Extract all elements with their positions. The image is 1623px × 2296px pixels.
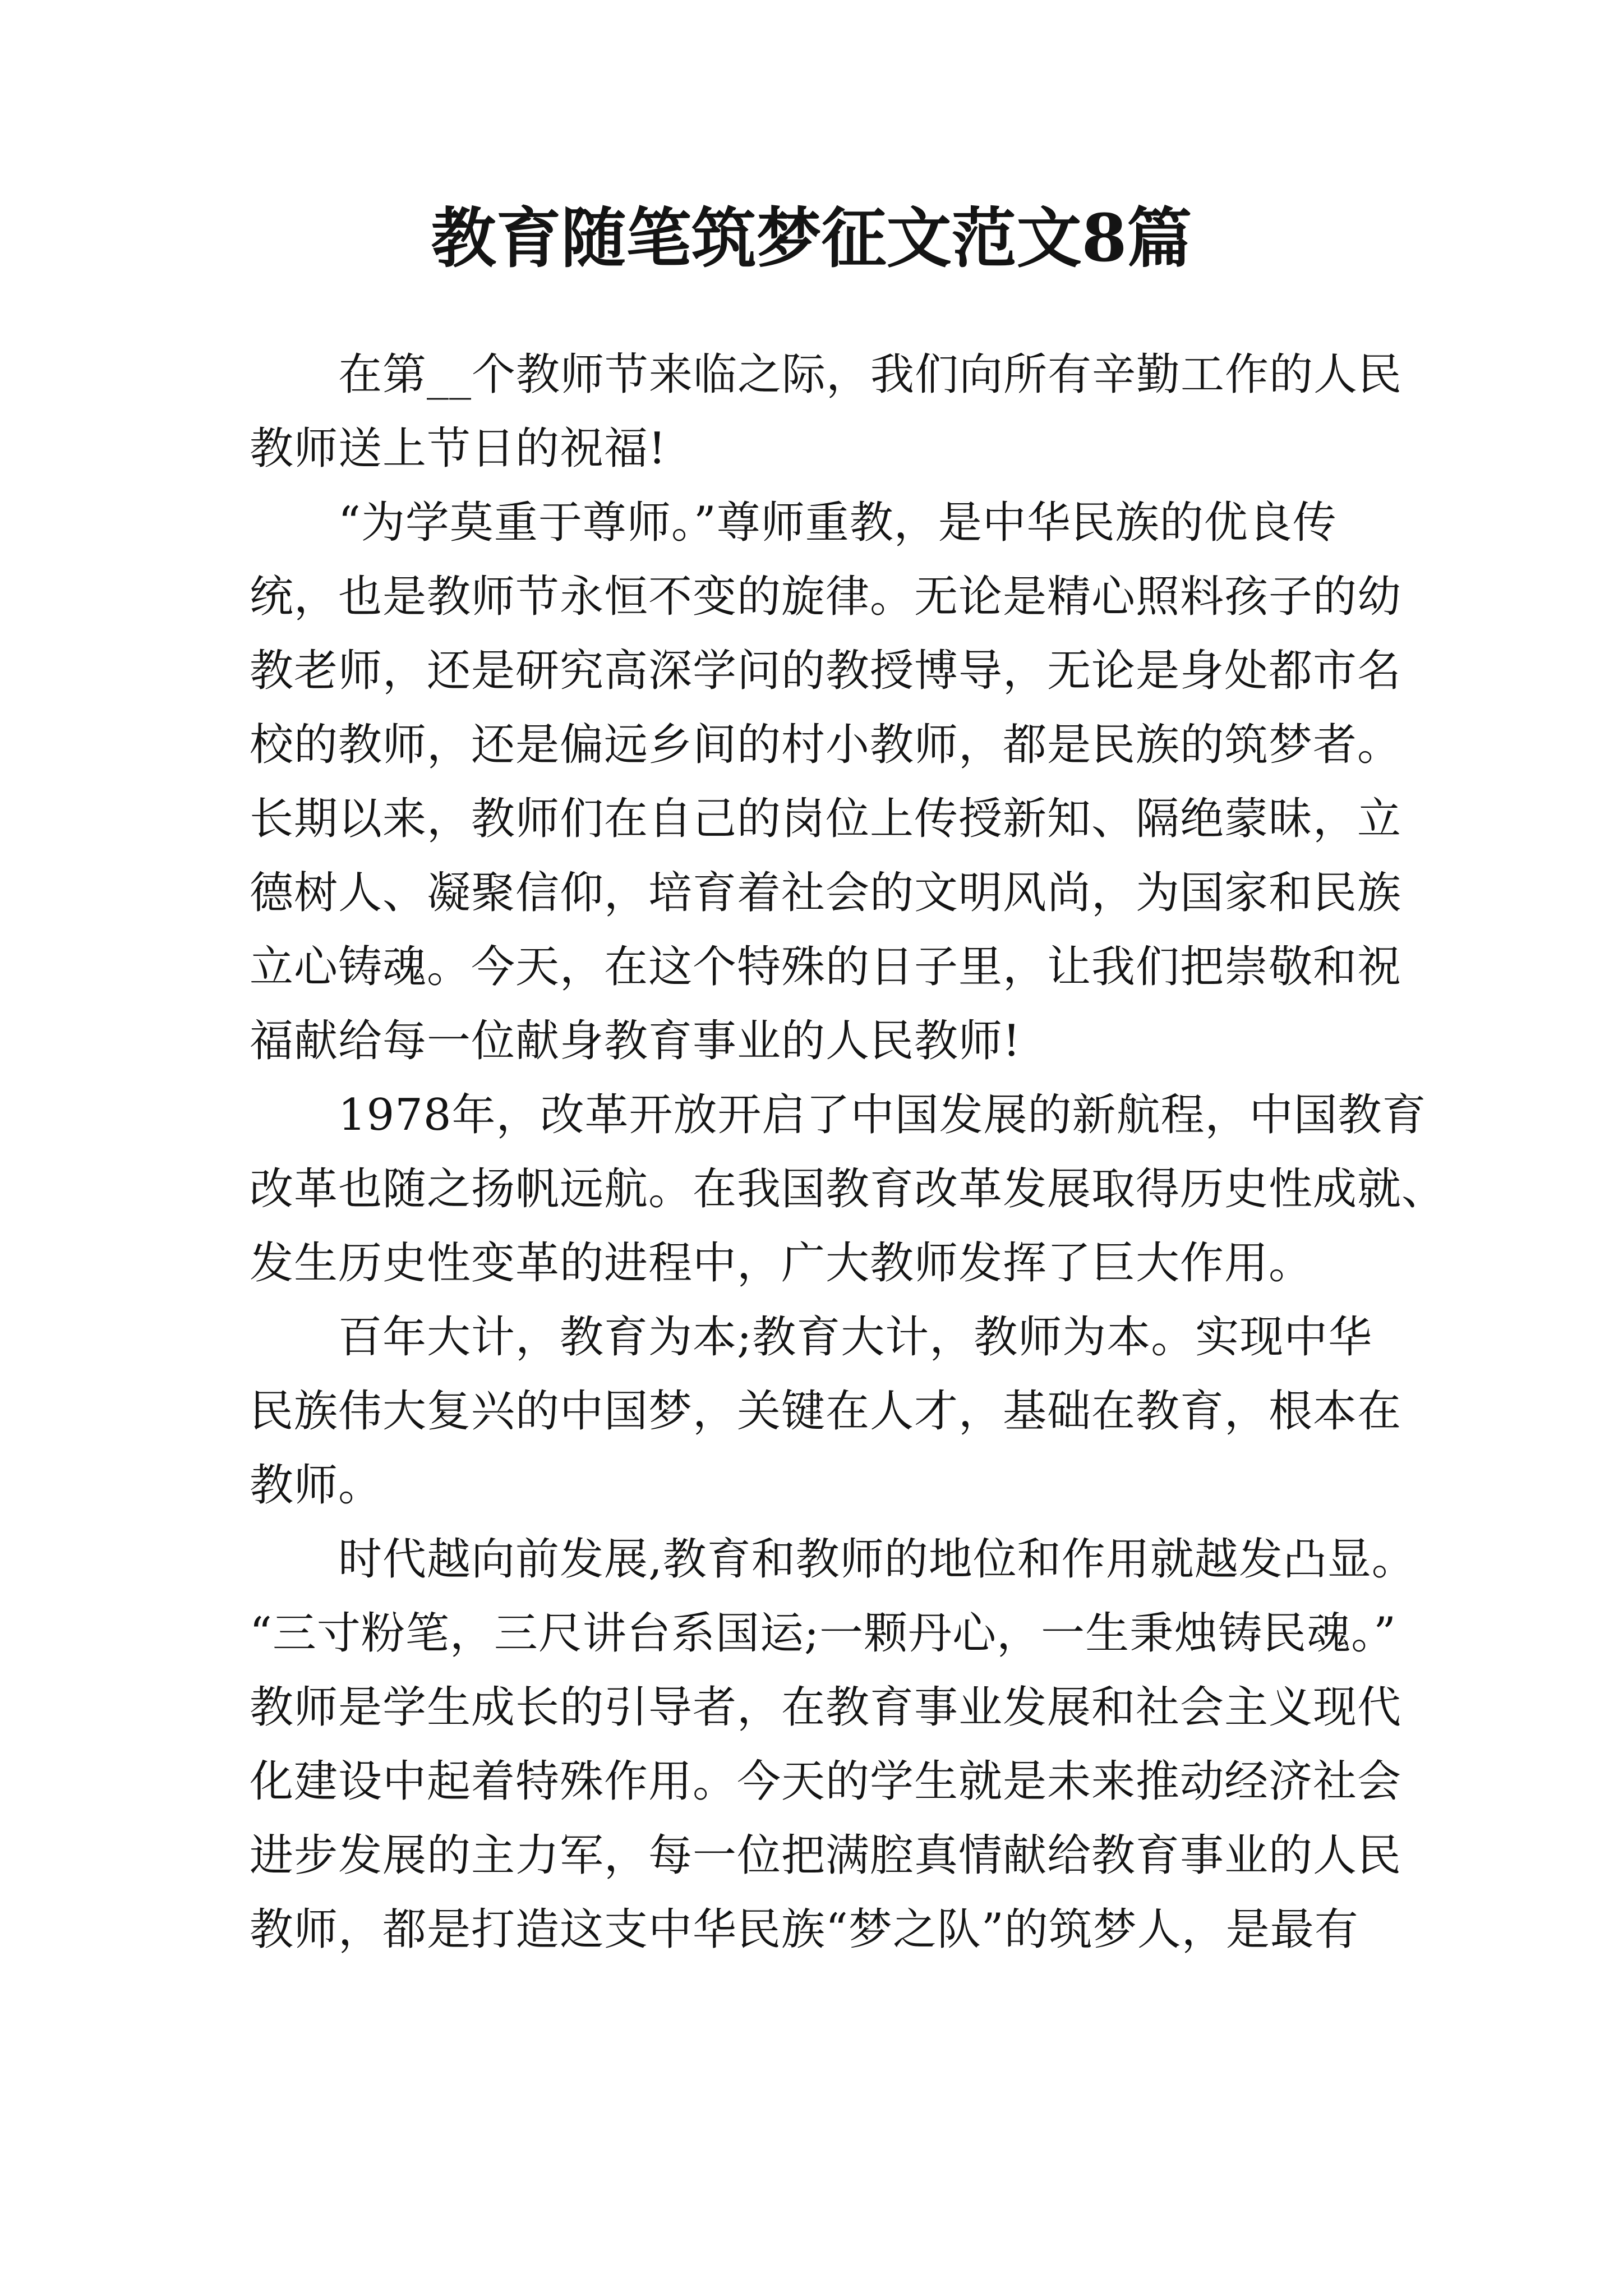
text-line: 民族伟大复兴的中国梦，关键在人才，基础在教育，根本在	[250, 1386, 1402, 1437]
document-title: 教育随笔筑梦征文范文8篇	[431, 200, 1192, 277]
text-line: 教师，都是打造这支中华民族“梦之队”的筑梦人，是最有	[250, 1904, 1359, 1955]
text-line: 改革也随之扬帆远航。在我国教育改革发展取得历史性成就、	[250, 1164, 1446, 1214]
text-line: 校的教师，还是偏远乡间的村小教师，都是民族的筑梦者。	[250, 720, 1402, 770]
text-line: 福献给每一位献身教育事业的人民教师!	[250, 1016, 1021, 1066]
text-line: 教老师，还是研究高深学问的教授博导，无论是身处都市名	[250, 646, 1402, 696]
paragraph-1	[250, 338, 1403, 486]
text-line: 发生历史性变革的进程中，广大教师发挥了巨大作用。	[250, 1238, 1313, 1289]
text-line: 化建设中起着特殊作用。今天的学生就是未来推动经济社会	[250, 1756, 1402, 1807]
paragraph-4	[250, 1300, 1402, 1522]
text-line: 教师送上节日的祝福!	[250, 424, 667, 474]
text-line: 德树人、凝聚信仰，培育着社会的文明风尚，为国家和民族	[250, 868, 1402, 918]
text-line: 百年大计，教育为本;教育大计，教师为本。实现中华	[338, 1312, 1373, 1363]
text-line: 进步发展的主力军，每一位把满腔真情献给教育事业的人民	[250, 1830, 1402, 1881]
text-line: 在第__个教师节来临之际，我们向所有辛勤工作的人民	[338, 349, 1403, 400]
text-line: 统，也是教师节永恒不变的旋律。无论是精心照料孩子的幼	[250, 572, 1402, 622]
text-line: “三寸粉笔，三尺讲台系国运;一颗丹心，一生秉烛铸民魂。”	[250, 1608, 1397, 1659]
text-line: 1978年，改革开放开启了中国发展的新航程，中国教育	[338, 1090, 1427, 1140]
text-line: 时代越向前发展,教育和教师的地位和作用就越发凸显。	[338, 1534, 1416, 1585]
text-line: 长期以来，教师们在自己的岗位上传授新知、隔绝蒙昧，立	[250, 794, 1402, 844]
text-line: 教师是学生成长的引导者，在教育事业发展和社会主义现代	[250, 1682, 1402, 1733]
text-line: 立心铸魂。今天，在这个特殊的日子里，让我们把崇敬和祝	[250, 942, 1402, 992]
paragraph-2	[250, 486, 1402, 1078]
text-line: 教师。	[250, 1460, 383, 1511]
paragraph-3	[250, 1078, 1446, 1300]
paragraph-5	[250, 1522, 1416, 1967]
document-body	[250, 338, 1446, 1967]
text-line: “为学莫重于尊师。”尊师重教，是中华民族的优良传	[338, 498, 1337, 548]
